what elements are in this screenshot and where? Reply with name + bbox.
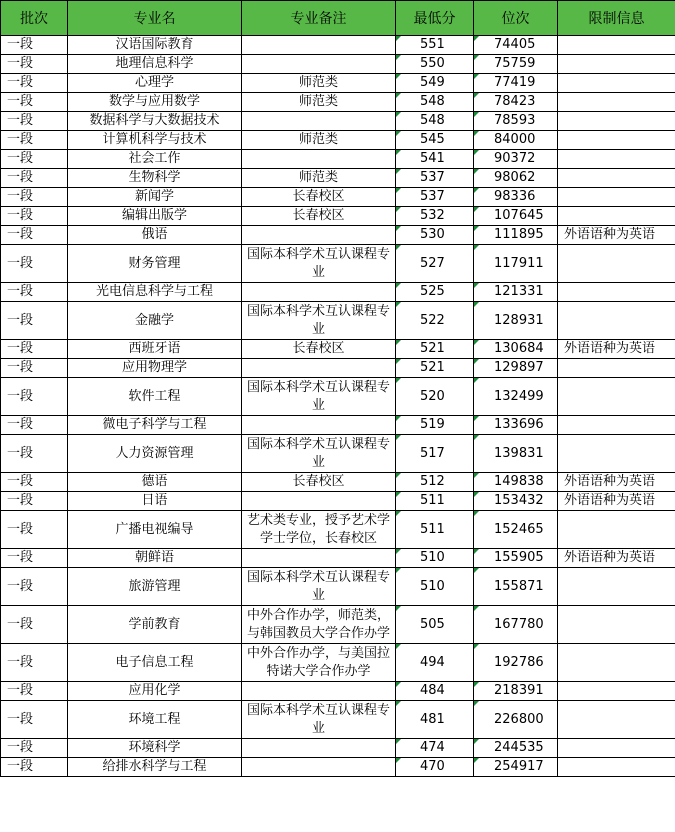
header-min-score: 最低分	[396, 1, 474, 36]
batch-cell: 一段	[1, 36, 68, 55]
min-score-cell: 537	[396, 169, 474, 188]
table-row	[1, 112, 675, 131]
table-row	[1, 226, 675, 245]
restriction-cell: 外语语种为英语	[558, 492, 675, 511]
restriction-cell: 外语语种为英语	[558, 226, 675, 245]
min-score-cell: 548	[396, 93, 474, 112]
major-cell: 生物科学	[68, 169, 242, 188]
major-cell: 应用化学	[68, 682, 242, 701]
restriction-cell	[558, 511, 675, 549]
rank-cell: 226800	[474, 701, 558, 739]
restriction-cell	[558, 302, 675, 340]
batch-cell: 一段	[1, 492, 68, 511]
major-cell: 给排水科学与工程	[68, 758, 242, 777]
major-cell: 环境科学	[68, 739, 242, 758]
major-cell: 俄语	[68, 226, 242, 245]
major-cell: 财务管理	[68, 245, 242, 283]
table-row	[1, 55, 675, 74]
batch-cell: 一段	[1, 682, 68, 701]
min-score-cell: 494	[396, 644, 474, 682]
remark-cell: 国际本科学术互认课程专业	[242, 378, 396, 416]
batch-cell: 一段	[1, 511, 68, 549]
batch-cell: 一段	[1, 758, 68, 777]
major-cell: 软件工程	[68, 378, 242, 416]
batch-cell: 一段	[1, 188, 68, 207]
table-row	[1, 36, 675, 55]
table-row	[1, 207, 675, 226]
restriction-cell	[558, 416, 675, 435]
rank-cell: 98062	[474, 169, 558, 188]
restriction-cell	[558, 359, 675, 378]
remark-cell: 中外合作办学，师范类，与韩国教员大学合作办学	[242, 606, 396, 644]
batch-cell: 一段	[1, 435, 68, 473]
major-cell: 电子信息工程	[68, 644, 242, 682]
batch-cell: 一段	[1, 131, 68, 150]
batch-cell: 一段	[1, 169, 68, 188]
min-score-cell: 549	[396, 74, 474, 93]
remark-cell	[242, 283, 396, 302]
batch-cell: 一段	[1, 74, 68, 93]
restriction-cell	[558, 606, 675, 644]
major-cell: 金融学	[68, 302, 242, 340]
batch-cell: 一段	[1, 701, 68, 739]
batch-cell: 一段	[1, 150, 68, 169]
restriction-cell	[558, 758, 675, 777]
major-cell: 西班牙语	[68, 340, 242, 359]
restriction-cell	[558, 36, 675, 55]
table-row	[1, 340, 675, 359]
remark-cell	[242, 682, 396, 701]
restriction-cell	[558, 74, 675, 93]
major-cell: 光电信息科学与工程	[68, 283, 242, 302]
restriction-cell	[558, 245, 675, 283]
table-row	[1, 758, 675, 777]
rank-cell: 132499	[474, 378, 558, 416]
min-score-cell: 511	[396, 511, 474, 549]
rank-cell: 153432	[474, 492, 558, 511]
table-row	[1, 606, 675, 644]
restriction-cell: 外语语种为英语	[558, 549, 675, 568]
table-row	[1, 416, 675, 435]
major-cell: 朝鲜语	[68, 549, 242, 568]
batch-cell: 一段	[1, 378, 68, 416]
table-row	[1, 359, 675, 378]
rank-cell: 121331	[474, 283, 558, 302]
table-row	[1, 74, 675, 93]
major-cell: 数学与应用数学	[68, 93, 242, 112]
min-score-cell: 512	[396, 473, 474, 492]
remark-cell	[242, 150, 396, 169]
remark-cell	[242, 226, 396, 245]
restriction-cell	[558, 207, 675, 226]
min-score-cell: 484	[396, 682, 474, 701]
batch-cell: 一段	[1, 340, 68, 359]
batch-cell: 一段	[1, 245, 68, 283]
major-cell: 新闻学	[68, 188, 242, 207]
rank-cell: 155871	[474, 568, 558, 606]
min-score-cell: 550	[396, 55, 474, 74]
batch-cell: 一段	[1, 644, 68, 682]
min-score-cell: 548	[396, 112, 474, 131]
table-row	[1, 302, 675, 340]
table-row	[1, 188, 675, 207]
major-cell: 汉语国际教育	[68, 36, 242, 55]
major-cell: 应用物理学	[68, 359, 242, 378]
restriction-cell	[558, 435, 675, 473]
remark-cell: 中外合作办学，与美国拉特诺大学合作办学	[242, 644, 396, 682]
header-restriction: 限制信息	[558, 1, 675, 36]
min-score-cell: 527	[396, 245, 474, 283]
rank-cell: 107645	[474, 207, 558, 226]
batch-cell: 一段	[1, 549, 68, 568]
remark-cell: 艺术类专业，授予艺术学学士学位，长春校区	[242, 511, 396, 549]
table-body	[1, 36, 675, 777]
major-cell: 德语	[68, 473, 242, 492]
remark-cell	[242, 36, 396, 55]
min-score-cell: 522	[396, 302, 474, 340]
table-row	[1, 378, 675, 416]
rank-cell: 75759	[474, 55, 558, 74]
min-score-cell: 517	[396, 435, 474, 473]
remark-cell: 国际本科学术互认课程专业	[242, 435, 396, 473]
min-score-cell: 551	[396, 36, 474, 55]
rank-cell: 78423	[474, 93, 558, 112]
min-score-cell: 474	[396, 739, 474, 758]
min-score-cell: 481	[396, 701, 474, 739]
min-score-cell: 521	[396, 340, 474, 359]
restriction-cell: 外语语种为英语	[558, 473, 675, 492]
major-cell: 计算机科学与技术	[68, 131, 242, 150]
batch-cell: 一段	[1, 416, 68, 435]
major-cell: 旅游管理	[68, 568, 242, 606]
restriction-cell	[558, 112, 675, 131]
table-row	[1, 93, 675, 112]
batch-cell: 一段	[1, 207, 68, 226]
remark-cell: 国际本科学术互认课程专业	[242, 302, 396, 340]
header-rank: 位次	[474, 1, 558, 36]
rank-cell: 192786	[474, 644, 558, 682]
remark-cell: 长春校区	[242, 207, 396, 226]
remark-cell	[242, 416, 396, 435]
rank-cell: 98336	[474, 188, 558, 207]
restriction-cell	[558, 644, 675, 682]
remark-cell: 长春校区	[242, 188, 396, 207]
rank-cell: 254917	[474, 758, 558, 777]
major-cell: 环境工程	[68, 701, 242, 739]
remark-cell: 师范类	[242, 74, 396, 93]
table-row	[1, 245, 675, 283]
rank-cell: 117911	[474, 245, 558, 283]
batch-cell: 一段	[1, 112, 68, 131]
major-cell: 日语	[68, 492, 242, 511]
batch-cell: 一段	[1, 283, 68, 302]
batch-cell: 一段	[1, 606, 68, 644]
min-score-cell: 519	[396, 416, 474, 435]
major-cell: 微电子科学与工程	[68, 416, 242, 435]
min-score-cell: 520	[396, 378, 474, 416]
rank-cell: 218391	[474, 682, 558, 701]
batch-cell: 一段	[1, 302, 68, 340]
remark-cell	[242, 112, 396, 131]
remark-cell	[242, 739, 396, 758]
min-score-cell: 510	[396, 549, 474, 568]
rank-cell: 244535	[474, 739, 558, 758]
major-cell: 编辑出版学	[68, 207, 242, 226]
major-cell: 人力资源管理	[68, 435, 242, 473]
remark-cell: 长春校区	[242, 340, 396, 359]
restriction-cell	[558, 378, 675, 416]
batch-cell: 一段	[1, 568, 68, 606]
min-score-cell: 537	[396, 188, 474, 207]
major-cell: 地理信息科学	[68, 55, 242, 74]
remark-cell: 师范类	[242, 169, 396, 188]
major-cell: 心理学	[68, 74, 242, 93]
table-row	[1, 150, 675, 169]
table-row	[1, 644, 675, 682]
table-row	[1, 169, 675, 188]
major-cell: 数据科学与大数据技术	[68, 112, 242, 131]
batch-cell: 一段	[1, 55, 68, 74]
header-row	[1, 1, 675, 36]
remark-cell: 师范类	[242, 93, 396, 112]
batch-cell: 一段	[1, 359, 68, 378]
table-row	[1, 473, 675, 492]
table-row	[1, 739, 675, 758]
table-row	[1, 435, 675, 473]
header-batch: 批次	[1, 1, 68, 36]
remark-cell: 国际本科学术互认课程专业	[242, 245, 396, 283]
rank-cell: 133696	[474, 416, 558, 435]
table-row	[1, 682, 675, 701]
rank-cell: 167780	[474, 606, 558, 644]
restriction-cell	[558, 55, 675, 74]
rank-cell: 84000	[474, 131, 558, 150]
table-row	[1, 283, 675, 302]
remark-cell: 国际本科学术互认课程专业	[242, 701, 396, 739]
restriction-cell	[558, 701, 675, 739]
restriction-cell	[558, 169, 675, 188]
header-major: 专业名	[68, 1, 242, 36]
table-row	[1, 131, 675, 150]
table-row	[1, 492, 675, 511]
batch-cell: 一段	[1, 93, 68, 112]
min-score-cell: 525	[396, 283, 474, 302]
rank-cell: 139831	[474, 435, 558, 473]
batch-cell: 一段	[1, 226, 68, 245]
remark-cell: 国际本科学术互认课程专业	[242, 568, 396, 606]
rank-cell: 152465	[474, 511, 558, 549]
major-cell: 社会工作	[68, 150, 242, 169]
min-score-cell: 505	[396, 606, 474, 644]
restriction-cell	[558, 93, 675, 112]
table-row	[1, 511, 675, 549]
min-score-cell: 510	[396, 568, 474, 606]
remark-cell: 师范类	[242, 131, 396, 150]
restriction-cell	[558, 188, 675, 207]
batch-cell: 一段	[1, 473, 68, 492]
restriction-cell	[558, 739, 675, 758]
major-cell: 广播电视编导	[68, 511, 242, 549]
rank-cell: 77419	[474, 74, 558, 93]
min-score-cell: 530	[396, 226, 474, 245]
min-score-cell: 521	[396, 359, 474, 378]
min-score-cell: 545	[396, 131, 474, 150]
header-remark: 专业备注	[242, 1, 396, 36]
rank-cell: 149838	[474, 473, 558, 492]
rank-cell: 129897	[474, 359, 558, 378]
rank-cell: 90372	[474, 150, 558, 169]
min-score-cell: 511	[396, 492, 474, 511]
remark-cell	[242, 549, 396, 568]
batch-cell: 一段	[1, 739, 68, 758]
remark-cell	[242, 758, 396, 777]
rank-cell: 111895	[474, 226, 558, 245]
table-row	[1, 701, 675, 739]
remark-cell	[242, 359, 396, 378]
rank-cell: 78593	[474, 112, 558, 131]
restriction-cell	[558, 150, 675, 169]
rank-cell: 155905	[474, 549, 558, 568]
major-cell: 学前教育	[68, 606, 242, 644]
rank-cell: 74405	[474, 36, 558, 55]
restriction-cell	[558, 131, 675, 150]
remark-cell: 长春校区	[242, 473, 396, 492]
restriction-cell	[558, 682, 675, 701]
rank-cell: 130684	[474, 340, 558, 359]
min-score-cell: 532	[396, 207, 474, 226]
rank-cell: 128931	[474, 302, 558, 340]
restriction-cell: 外语语种为英语	[558, 340, 675, 359]
min-score-cell: 470	[396, 758, 474, 777]
table-row	[1, 568, 675, 606]
remark-cell	[242, 55, 396, 74]
table-row	[1, 549, 675, 568]
restriction-cell	[558, 283, 675, 302]
remark-cell	[242, 492, 396, 511]
restriction-cell	[558, 568, 675, 606]
min-score-cell: 541	[396, 150, 474, 169]
